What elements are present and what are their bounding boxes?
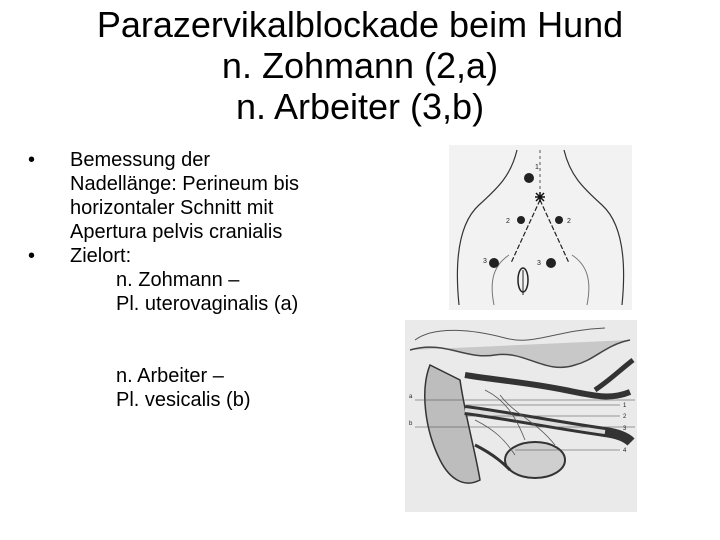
pelvis-schematic-figure	[449, 145, 632, 310]
bullet-text-line: • Zielort:	[70, 245, 132, 267]
title-line-1: Parazervikalblockade beim Hund	[96, 4, 624, 45]
label-1: 1	[623, 403, 627, 409]
point-label-3-left: 3	[483, 258, 487, 265]
label-2: 2	[623, 414, 627, 420]
bullet-item	[28, 148, 388, 244]
label-b: b	[409, 421, 413, 427]
bullet-text-line: • Bemessung der	[70, 149, 211, 171]
label-4: 4	[623, 448, 627, 454]
bullet-text-line: Nadellänge: Perineum bis	[70, 173, 300, 195]
point-label-3-right: 3	[537, 260, 541, 267]
title-line-3: n. Arbeiter (3,b)	[235, 86, 485, 127]
sub-line: n. Zohmann –	[116, 269, 240, 291]
sub-line: n. Arbeiter –	[116, 365, 224, 387]
anatomy-lateral-drawing	[405, 320, 637, 512]
bullet-item	[28, 244, 388, 412]
point-label-2-left: 2	[506, 218, 510, 225]
title-line-2: n. Zohmann (2,a)	[221, 45, 499, 86]
label-3: 3	[623, 426, 627, 432]
slide-title	[0, 4, 720, 127]
sub-line: Pl. uterovaginalis (a)	[116, 293, 299, 315]
sub-line: Pl. vesicalis (b)	[116, 389, 251, 411]
pelvis-schematic-drawing	[449, 145, 632, 310]
anatomy-lateral-figure	[405, 320, 637, 512]
point-label-1: 1	[535, 164, 539, 171]
bullet-text-line: horizontaler Schnitt mit	[70, 197, 274, 219]
bullet-text-line: Apertura pelvis cranialis	[70, 221, 283, 243]
bullet-list	[28, 148, 388, 412]
label-a: a	[409, 394, 413, 400]
point-label-2-right: 2	[567, 218, 571, 225]
